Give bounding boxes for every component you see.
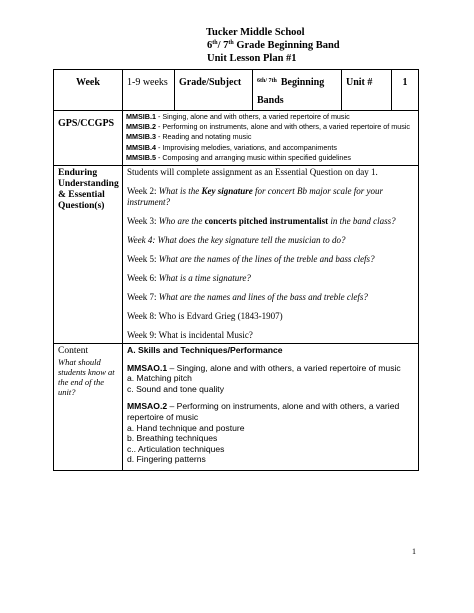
content-list-item: b. Breathing techniques bbox=[127, 433, 218, 444]
standard-text: - Performing on instruments, alone and with others, a varied repertoire of music bbox=[155, 122, 411, 132]
content-sub-line: students know at bbox=[58, 367, 115, 378]
eq-week-5 bbox=[127, 254, 414, 265]
eq-content-cell bbox=[123, 166, 419, 344]
grade-subject-value-cell bbox=[253, 70, 342, 111]
eq-question-text: What are the names and lines of the bass and treble clefs? bbox=[158, 292, 368, 303]
unit-label: Unit # bbox=[346, 77, 373, 88]
week-label-cell bbox=[54, 70, 123, 111]
week-value-cell bbox=[123, 70, 175, 111]
standard-mmsao-1 bbox=[127, 363, 414, 374]
eq-week-6 bbox=[127, 273, 414, 284]
content-list-item: a. Matching pitch bbox=[127, 373, 192, 384]
eq-question-text: What is the bbox=[158, 186, 202, 197]
standard-item bbox=[126, 132, 415, 142]
eq-week-prefix: Week 5: bbox=[127, 254, 159, 265]
grade-title bbox=[207, 40, 340, 51]
grade-subject-label: Grade/Subject bbox=[179, 77, 242, 88]
standard-item bbox=[126, 112, 415, 122]
content-list-item: c. Sound and tone quality bbox=[127, 383, 224, 394]
standard-code: MMSIB.3 bbox=[126, 132, 156, 142]
eq-question-text: for concert Bb major scale for your instrument? bbox=[127, 186, 384, 208]
eq-question-keyword: Key signature bbox=[201, 186, 253, 197]
week-row bbox=[54, 70, 419, 111]
eq-label-line: & Essential bbox=[58, 190, 105, 201]
eq-week-prefix: Week 7: bbox=[127, 292, 159, 303]
content-label: Content bbox=[58, 346, 89, 357]
unit-plan-title: Unit Lesson Plan #1 bbox=[207, 53, 297, 64]
eq-week-3 bbox=[127, 216, 414, 227]
page-number: 1 bbox=[412, 547, 416, 556]
standard-item bbox=[126, 122, 415, 132]
unit-value: 1 bbox=[402, 77, 408, 88]
eq-label-line: Enduring bbox=[58, 168, 98, 179]
eq-week-4: Week 4: What does the key signature tell the musician to do? bbox=[127, 235, 346, 246]
essential-questions-row bbox=[54, 166, 419, 344]
content-list-item: c.. Articulation techniques bbox=[127, 443, 225, 454]
unit-label-cell bbox=[342, 70, 392, 111]
content-list-item: a. Hand technique and posture bbox=[127, 422, 245, 433]
content-row bbox=[54, 344, 419, 471]
grade-subject-value: Beginning Bands bbox=[257, 77, 325, 106]
eq-week-7 bbox=[127, 292, 414, 303]
content-heading: A. Skills and Techniques/Performance bbox=[127, 345, 283, 356]
standard-code: MMSAO.2 bbox=[127, 401, 168, 412]
grade-subject-label-cell bbox=[175, 70, 253, 111]
eq-question-text: in the band class? bbox=[328, 216, 396, 227]
gps-label: GPS/CCGPS bbox=[58, 118, 115, 129]
eq-week-9: Week 9: What is incidental Music? bbox=[127, 330, 253, 341]
standard-text: – Performing on instruments, alone and with others, a varied repertoire of music bbox=[127, 401, 400, 422]
standard-text: - Reading and notating music bbox=[155, 132, 252, 142]
eq-intro: Students will complete assignment as an Essential Question on day 1. bbox=[127, 167, 378, 178]
grade-title-sup: th bbox=[228, 40, 234, 46]
content-sub-line: unit? bbox=[58, 387, 76, 398]
eq-week-prefix: Week 2: bbox=[127, 186, 159, 197]
eq-label-line: Question(s) bbox=[58, 201, 105, 212]
standard-code: MMSIB.5 bbox=[126, 152, 156, 162]
eq-week-8: Week 8: Who is Edvard Grieg (1843-1907) bbox=[127, 311, 283, 322]
content-sub-line: the end of the bbox=[58, 377, 105, 388]
lesson-plan-table bbox=[53, 69, 419, 471]
eq-question-keyword: concerts pitched instrumentalist bbox=[204, 216, 329, 227]
eq-week-2 bbox=[127, 186, 414, 208]
unit-value-cell bbox=[392, 70, 419, 111]
eq-question-text: What are the names of the lines of the treble and bass clefs? bbox=[158, 254, 375, 265]
eq-question-text: What is a time signature? bbox=[158, 273, 251, 284]
eq-label-line: Understanding bbox=[58, 179, 119, 190]
eq-label-cell bbox=[54, 166, 123, 344]
standard-code: MMSIB.1 bbox=[126, 112, 156, 121]
grade-title-part: Grade Beginning Band bbox=[233, 40, 340, 51]
standard-text: - Singing, alone and with others, a varied repertoire of music bbox=[155, 112, 350, 121]
content-sub-line: What should bbox=[58, 357, 101, 368]
standard-text: - Composing and arranging music within specified guidelines bbox=[155, 152, 351, 162]
content-list-item: d. Fingering patterns bbox=[127, 454, 206, 465]
standard-item bbox=[126, 153, 415, 163]
eq-week-prefix: Week 3: bbox=[127, 216, 159, 227]
gps-standards-cell bbox=[123, 111, 419, 166]
standard-code: MMSIB.2 bbox=[126, 122, 156, 132]
eq-week-prefix: Week 6: bbox=[127, 273, 159, 284]
standard-mmsao-2 bbox=[127, 401, 414, 422]
standard-text: – Singing, alone and with others, a varied repertoire of music bbox=[167, 362, 401, 373]
grade-title-part: / 7 bbox=[217, 40, 229, 51]
school-name: Tucker Middle School bbox=[206, 27, 305, 38]
standard-code: MMSIB.4 bbox=[126, 142, 156, 152]
standard-code: MMSAO.1 bbox=[127, 362, 168, 373]
grade-title-part: 6 bbox=[207, 40, 213, 51]
standard-item bbox=[126, 143, 415, 153]
content-label-cell bbox=[54, 344, 123, 471]
gps-label-cell bbox=[54, 111, 123, 166]
grade-subject-sup: 6th/ 7th bbox=[257, 78, 277, 84]
gps-row bbox=[54, 111, 419, 166]
standard-text: - Improvising melodies, variations, and accompaniments bbox=[155, 142, 337, 152]
grade-title-sup: th bbox=[212, 40, 218, 46]
eq-question-text: Who are the bbox=[158, 216, 205, 227]
week-value: 1-9 weeks bbox=[127, 77, 168, 88]
content-body-cell bbox=[123, 344, 419, 471]
week-label: Week bbox=[76, 77, 100, 88]
